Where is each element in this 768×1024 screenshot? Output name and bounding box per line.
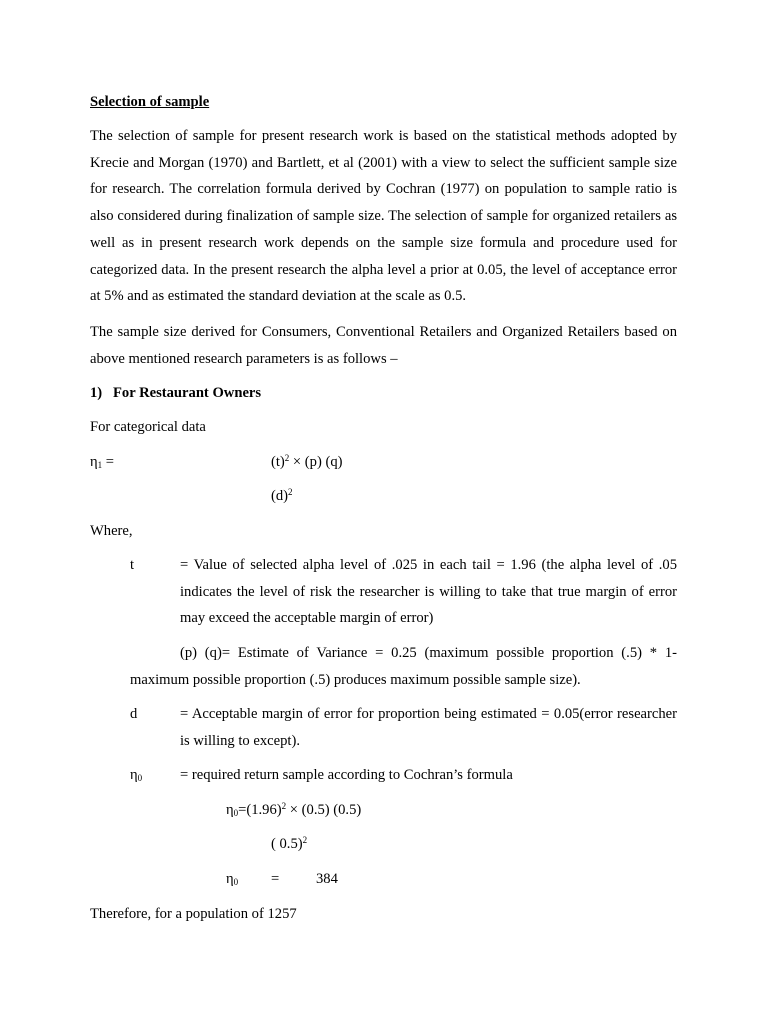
where-label: Where,	[90, 523, 133, 539]
subheading-restaurant-owners	[90, 380, 677, 407]
section-title: Selection of sample	[90, 94, 210, 110]
definition-symbol: d	[130, 706, 138, 722]
definition-text: (p) (q)= Estimate of Variance = 0.25 (maximum possible proportion (.5) * 1- maximum possible proportion (.5) produces maximum possible sample size).	[130, 645, 677, 688]
formula2-numerator: $\eta_0=(1.96)^2 \times (0.5)$ (0.5)	[226, 801, 362, 818]
definition-text: = Acceptable margin of error for proportion being estimated = 0.05(error researcher is willing to except).	[180, 706, 677, 749]
formula2-result: $\eta_0$ = 384	[226, 866, 238, 893]
formula2-denominator: ( 0.5)$^2$	[271, 835, 308, 852]
formula1-denominator: $(d)^2$	[271, 487, 293, 504]
heading-number: 1)	[90, 385, 103, 401]
definition-pq	[130, 640, 677, 693]
result-equals: =	[271, 871, 280, 887]
result-value: 384	[316, 871, 338, 887]
definition-eta0	[130, 762, 677, 789]
categorical-data-label: For categorical data	[90, 419, 206, 435]
definition-symbol: $\eta_0$	[130, 767, 143, 783]
definition-text: = required return sample according to Cochran’s formula	[180, 767, 513, 783]
therefore-text: Therefore, for a population of 1257	[90, 906, 297, 922]
definition-d	[130, 701, 677, 754]
formula1-numerator: $(t)^2 \times (p)$ (q)	[271, 453, 343, 470]
heading-text: For Restaurant Owners	[113, 385, 262, 401]
definition-t	[130, 552, 677, 632]
paragraph-sample-selection: The selection of sample for present research work is based on the statistical methods adopted by Krecie and Morgan (1970) and Bartlett, et al (2001) with a view to select the sufficient sample size for research. The correlation formula derived by Cochran (1977) on population to sample ratio is also considered during finalization of sample size. The selection of sample for organized retailers as well as in present research work depends on the sample size formula and procedure used for categorized data. In the present research the alpha level a prior at 0.05, the level of acceptance error at 5% and as estimated the standard deviation at the scale as 0.5.	[90, 128, 677, 305]
formula1-lhs: $\eta_1$ =	[90, 454, 115, 470]
definition-symbol: (p) (q)	[180, 645, 222, 661]
definition-symbol: t	[130, 557, 135, 573]
definition-text: = Value of selected alpha level of .025 in each tail = 1.96 (the alpha level of .05 indicates the level of risk the researcher is willing to take that true margin of error may exceed the acceptable margin of error)	[180, 557, 677, 627]
paragraph-sample-size: The sample size derived for Consumers, Conventional Retailers and Organized Retailers based on above mentioned research parameters is as follows –	[90, 324, 677, 367]
